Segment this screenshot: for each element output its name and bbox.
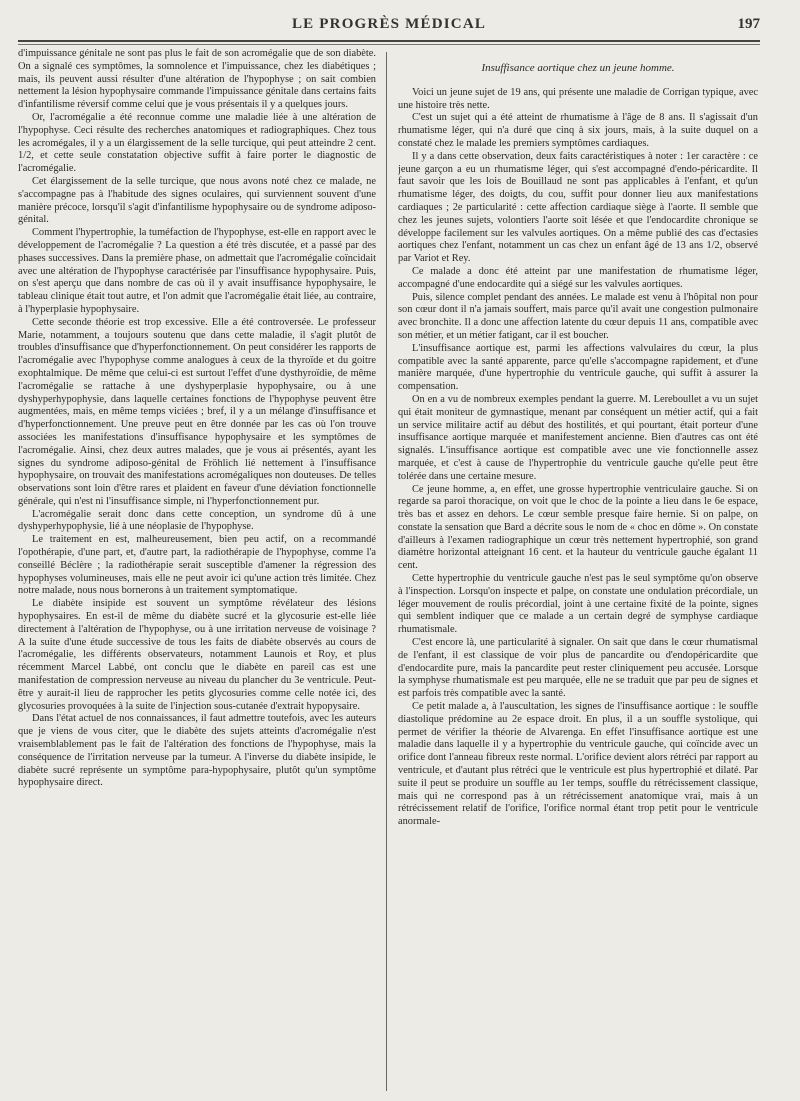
left-column [18, 48, 376, 1093]
paragraph: Il y a dans cette observation, deux faits caractéristiques à noter : 1er caractère : ce jeune garçon a eu un rhumatisme léger, qui s'est accompagné d'endo-péricardite. Il faut savoir que les lois de Bouillaud ne sont pas applicables à l'enfant, et qu'un rhumatisme léger, des doigts, du cou, suffit pour donner lieu aux manifestations cardiaques ; 2e particularité : cette affection cardiaque siège à l'aorte. Il semble que chez les jeunes sujets, volontiers l'aorte soit lésée et que l'endocardite chronique se développe facilement sur les valvules aortiques. On a même publié des cas d'ectasies aortiques chez l'enfant, notamment un cas chez un enfant âgé de 13 ans 1/2, observé par Variot et Rey. [398, 150, 758, 265]
paragraph: Comment l'hypertrophie, la tuméfaction de l'hypophyse, est-elle en rapport avec le développement de l'acromégalie ? La question a été très discutée, et a passé par des phases successives. Dans la première phase, on admettait que l'acromégalie coïncidait avec une altération de l'hypophyse caractérisée par l'insuffisance hypophysaire. Puis, on s'est aperçu que dans nombre de cas où il y avait insuffisance hypophysaire, le tableau clinique était tout autre, et l'on admit que l'acromégalie était liée, au contraire, à l'hyperplasie hypophysaire. [18, 227, 376, 315]
paragraph: C'est un sujet qui a été atteint de rhumatisme à l'âge de 8 ans. Il s'agissait d'un rhumatisme léger, qui n'a duré que cinq à six jours, mais, à la suite duquel on a constaté chez le malade les premiers symptômes cardiaques. [398, 112, 758, 149]
paragraph: Dans l'état actuel de nos connaissances, il faut admettre toutefois, avec les auteurs que je viens de vous citer, que le diabète des sujets atteints d'acromégalie n'est vraisemblablement pas le fait de l'altération des fonctions de l'hypophyse, mais la conséquence de l'irritation nerveuse par la tumeur. A l'inverse du diabète insipide, le diabète sucré représente un symptôme para-hypophysaire, plutôt qu'un symptôme hypophysaire direct. [18, 713, 376, 789]
paragraph: Le diabète insipide est souvent un symptôme révélateur des lésions hypophysaires. En est-il de même du diabète sucré et la glycosurie est-elle liée directement à l'altération de l'hypophyse, ou à une irritation nerveuse de voisinage ? A la suite d'une étude successive de tous les faits de diabète observés au cours de l'acromégalie, les différents observateurs, notamment Launois et Roy, et plus récemment Marcel Labbé, ont conclu que le diabète en pareil cas est une manifestation de compression nerveuse au niveau du plancher du 3e ventricule. Peut-être y aurait-il lieu de rapprocher les petits glycosuries comme celle notée ici, des glycosuries provoquées à la suite de l'injection sous-cutanée d'extrait hypopysaire. [18, 598, 376, 712]
paragraph: L'acromégalie serait donc dans cette conception, un syndrome dû à une dyshyperhypophysie, lié à une néoplasie de l'hypophyse. [18, 508, 376, 533]
paragraph: Voici un jeune sujet de 19 ans, qui présente une maladie de Corrigan typique, avec une histoire très nette. [398, 86, 758, 111]
paragraph: Ce malade a donc été atteint par une manifestation de rhumatisme léger, accompagné d'une endocardite qui a siégé sur les valvules aortiques. [398, 265, 758, 290]
paragraph: Ce petit malade a, à l'auscultation, les signes de l'insuffisance aortique : le souffle diastolique prédomine au 2e espace droit. En plus, il a un souffle systolique, qui permet de vérifier la théorie de Alvarenga. En effet l'insuffisance aortique est une maladie dans laquelle il y a hypertrophie du ventricule gauche, qui coïncide avec un orifice dont l'anneau fibreux reste normal. L'orifice devient alors rétréci par rapport au ventricule, et d'autant plus rétréci que le ventricule est plus hypertrophié et dilaté. Par suite il peut se produire un souffle au 1er temps, souffle du rétrécissement classique, mais qui ne correspond pas à un rétrécissement anatomique vrai, mais à un rétrécissement relatif de l'orifice, l'orifice normal étant trop petit pour le ventricule anormale- [398, 701, 758, 828]
page-number: 197 [737, 16, 760, 32]
running-title: LE PROGRÈS MÉDICAL [291, 16, 487, 32]
paragraph: Ce jeune homme, a, en effet, une grosse hypertrophie ventriculaire gauche. Si on regarde sa paroi thoracique, on voit que le choc de la pointe a lieu dans le 6e espace, très bas et assez en dehors. Le cœur semble presque faire hernie. Si on palpe, on constate la sensation que Bard a décrite sous le nom de « choc en dôme ». On constate d'ailleurs à l'examen radiographique un cœur très nettement hypertrophié, son grand diamètre horizontal atteignant 16 cent. et la hauteur du ventricule gauche égalant 11 cent. [398, 483, 758, 572]
column-divider [386, 52, 387, 1091]
header-rule-thin [18, 44, 760, 45]
paragraph: Cet élargissement de la selle turcique, que nous avons noté chez ce malade, ne s'accompagne pas à l'habitude des signes oculaires, qui surviennent souvent d'une manière précoce, lorsqu'il s'agit d'infantilisme hypophysaire ou de syndrome adiposo-génital. [18, 175, 376, 226]
paragraph: d'impuissance génitale ne sont pas plus le fait de son acromégalie que de son diabète. On a signalé ces symptômes, la somnolence et l'impuissance, chez les diabétiques ; mais, ils peuvent aussi résulter d'une altération de l'hypophyse ; on sait combien nettement la lésion hypophysaire commande l'impuissance génitale dans certains faits d'infantilisme réversif comme celui que je vous présentais il y a quelques jours. [18, 48, 376, 111]
right-column [398, 48, 758, 1093]
paragraph: Le traitement en est, malheureusement, bien peu actif, on a recommandé l'opothérapie, d'une part, et, d'autre part, la radiothérapie de l'hypophyse, comme l'a conseillé Béclère ; la radiothérapie serait susceptible d'amener la régression des hypophyses volumineuses, mais elle ne peut avoir ici qu'une action très limitée. Chez notre malade, nous nous bornerons à un traitement symptomatique. [18, 534, 376, 597]
page-header [18, 16, 760, 38]
paragraph: L'insuffisance aortique est, parmi les affections valvulaires du cœur, la plus compatible avec la santé apparente, parce qu'elle s'accompagne rapidement, et d'une manière marquée, d'une hypertrophie du ventricule gauche, qui suffit à assurer la compensation. [398, 342, 758, 393]
paragraph: Cette hypertrophie du ventricule gauche n'est pas le seul symptôme qu'on observe à l'inspection. Lorsqu'on inspecte et palpe, on constate une ondulation précordiale, un léger mouvement de roulis précordial, joint à une certaine fixité de la pointe, signes qui semblent indiquer que ce malade a un certain degré de symphyse cardiaque rhumatismale. [398, 573, 758, 636]
paragraph: Puis, silence complet pendant des années. Le malade est venu à l'hôpital non pour son cœur dont il n'a jamais souffert, mais parce qu'il avait une congestion pulmonaire avec bronchite. Il a donc une affection latente du cœur depuis 11 ans, compatible avec son métier, et un métier fatigant, car il est boucher. [398, 291, 758, 341]
header-rule [18, 40, 760, 42]
paragraph: Cette seconde théorie est trop excessive. Elle a été controversée. Le professeur Marie, notamment, a toujours soutenu que dans cette maladie, il s'agit plutôt de troubles d'insuffisance que d'hyperfonctionnement. On peut considérer les rapports de l'acromégalie avec l'hypophyse comme analogues à ceux de la thyroïde et du goitre exophtalmique. De même que celui-ci est surtout l'effet d'une dysthyroïdie, de même l'acromégalie se rattache à une dyshyperplasie hypophysaire, ou à une dyshyperhypophysie, dans laquelle certaines fonctions de l'hypophyse peuvent être augmentées, mais, en même temps viciées ; bref, il y a un mélange d'insuffisance et d'hyperfonctionnement. Une preuve peut en être donnée par les cas où l'on trouve associées les manifestations d'insuffisance hypophysaire et les symptômes de l'acromégalie. Ainsi, chez deux autres malades, que je vous ai présentés, ayant les signes du syndrome adiposo-génital de Fröhlich lié nettement à l'insuffisance hypophysaire, on trouvait des manifestations acromégaliques non douteuses. De telles observations sont loin d'être rares et plaident en faveur d'une déviation fonctionnelle générale, qui n'est ni l'insuffisance simple, ni l'hyperfonctionnement pur. [18, 316, 376, 507]
paragraph: On en a vu de nombreux exemples pendant la guerre. M. Lereboullet a vu un sujet qui était moniteur de gymnastique, menant par conséquent un métier actif, qui a fait un service militaire actif au début des hostilités, et qui pourtant, était porteur d'une insuffisance aortique marquée et manifestement ancienne. Bien d'autres cas ont été signalés. L'insuffisance aortique est compatible avec une vie fonctionnelle assez marquée, et c'est à cause de l'hypertrophie du ventricule gauche qu'elle peut être tolérée dans une certaine mesure. [398, 393, 758, 482]
paragraph: C'est encore là, une particularité à signaler. On sait que dans le cœur rhumatismal de l'enfant, il est classique de voir plus de pancardite ou d'endopéricardite que d'endocardite pure, mais la pancardite peut rester cliniquement peu accusée. Lorsque la symphyse rhumatismale est peu marquée, elle ne se traduit que par peu de signes et est parfois très compatible avec la santé. [398, 637, 758, 700]
section-title: Insuffisance aortique chez un jeune homme. [481, 62, 675, 74]
paragraph: Or, l'acromégalie a été reconnue comme une maladie liée à une altération de l'hypophyse. Ceci résulte des recherches anatomiques et radiographiques. Chez tous les acromégales, il y a un élargissement de la selle turcique, qui peut atteindre 2 cent. 1/2, et cette seule constatation objective suffit à faire porter le diagnostic de l'acromégalie. [18, 111, 376, 175]
